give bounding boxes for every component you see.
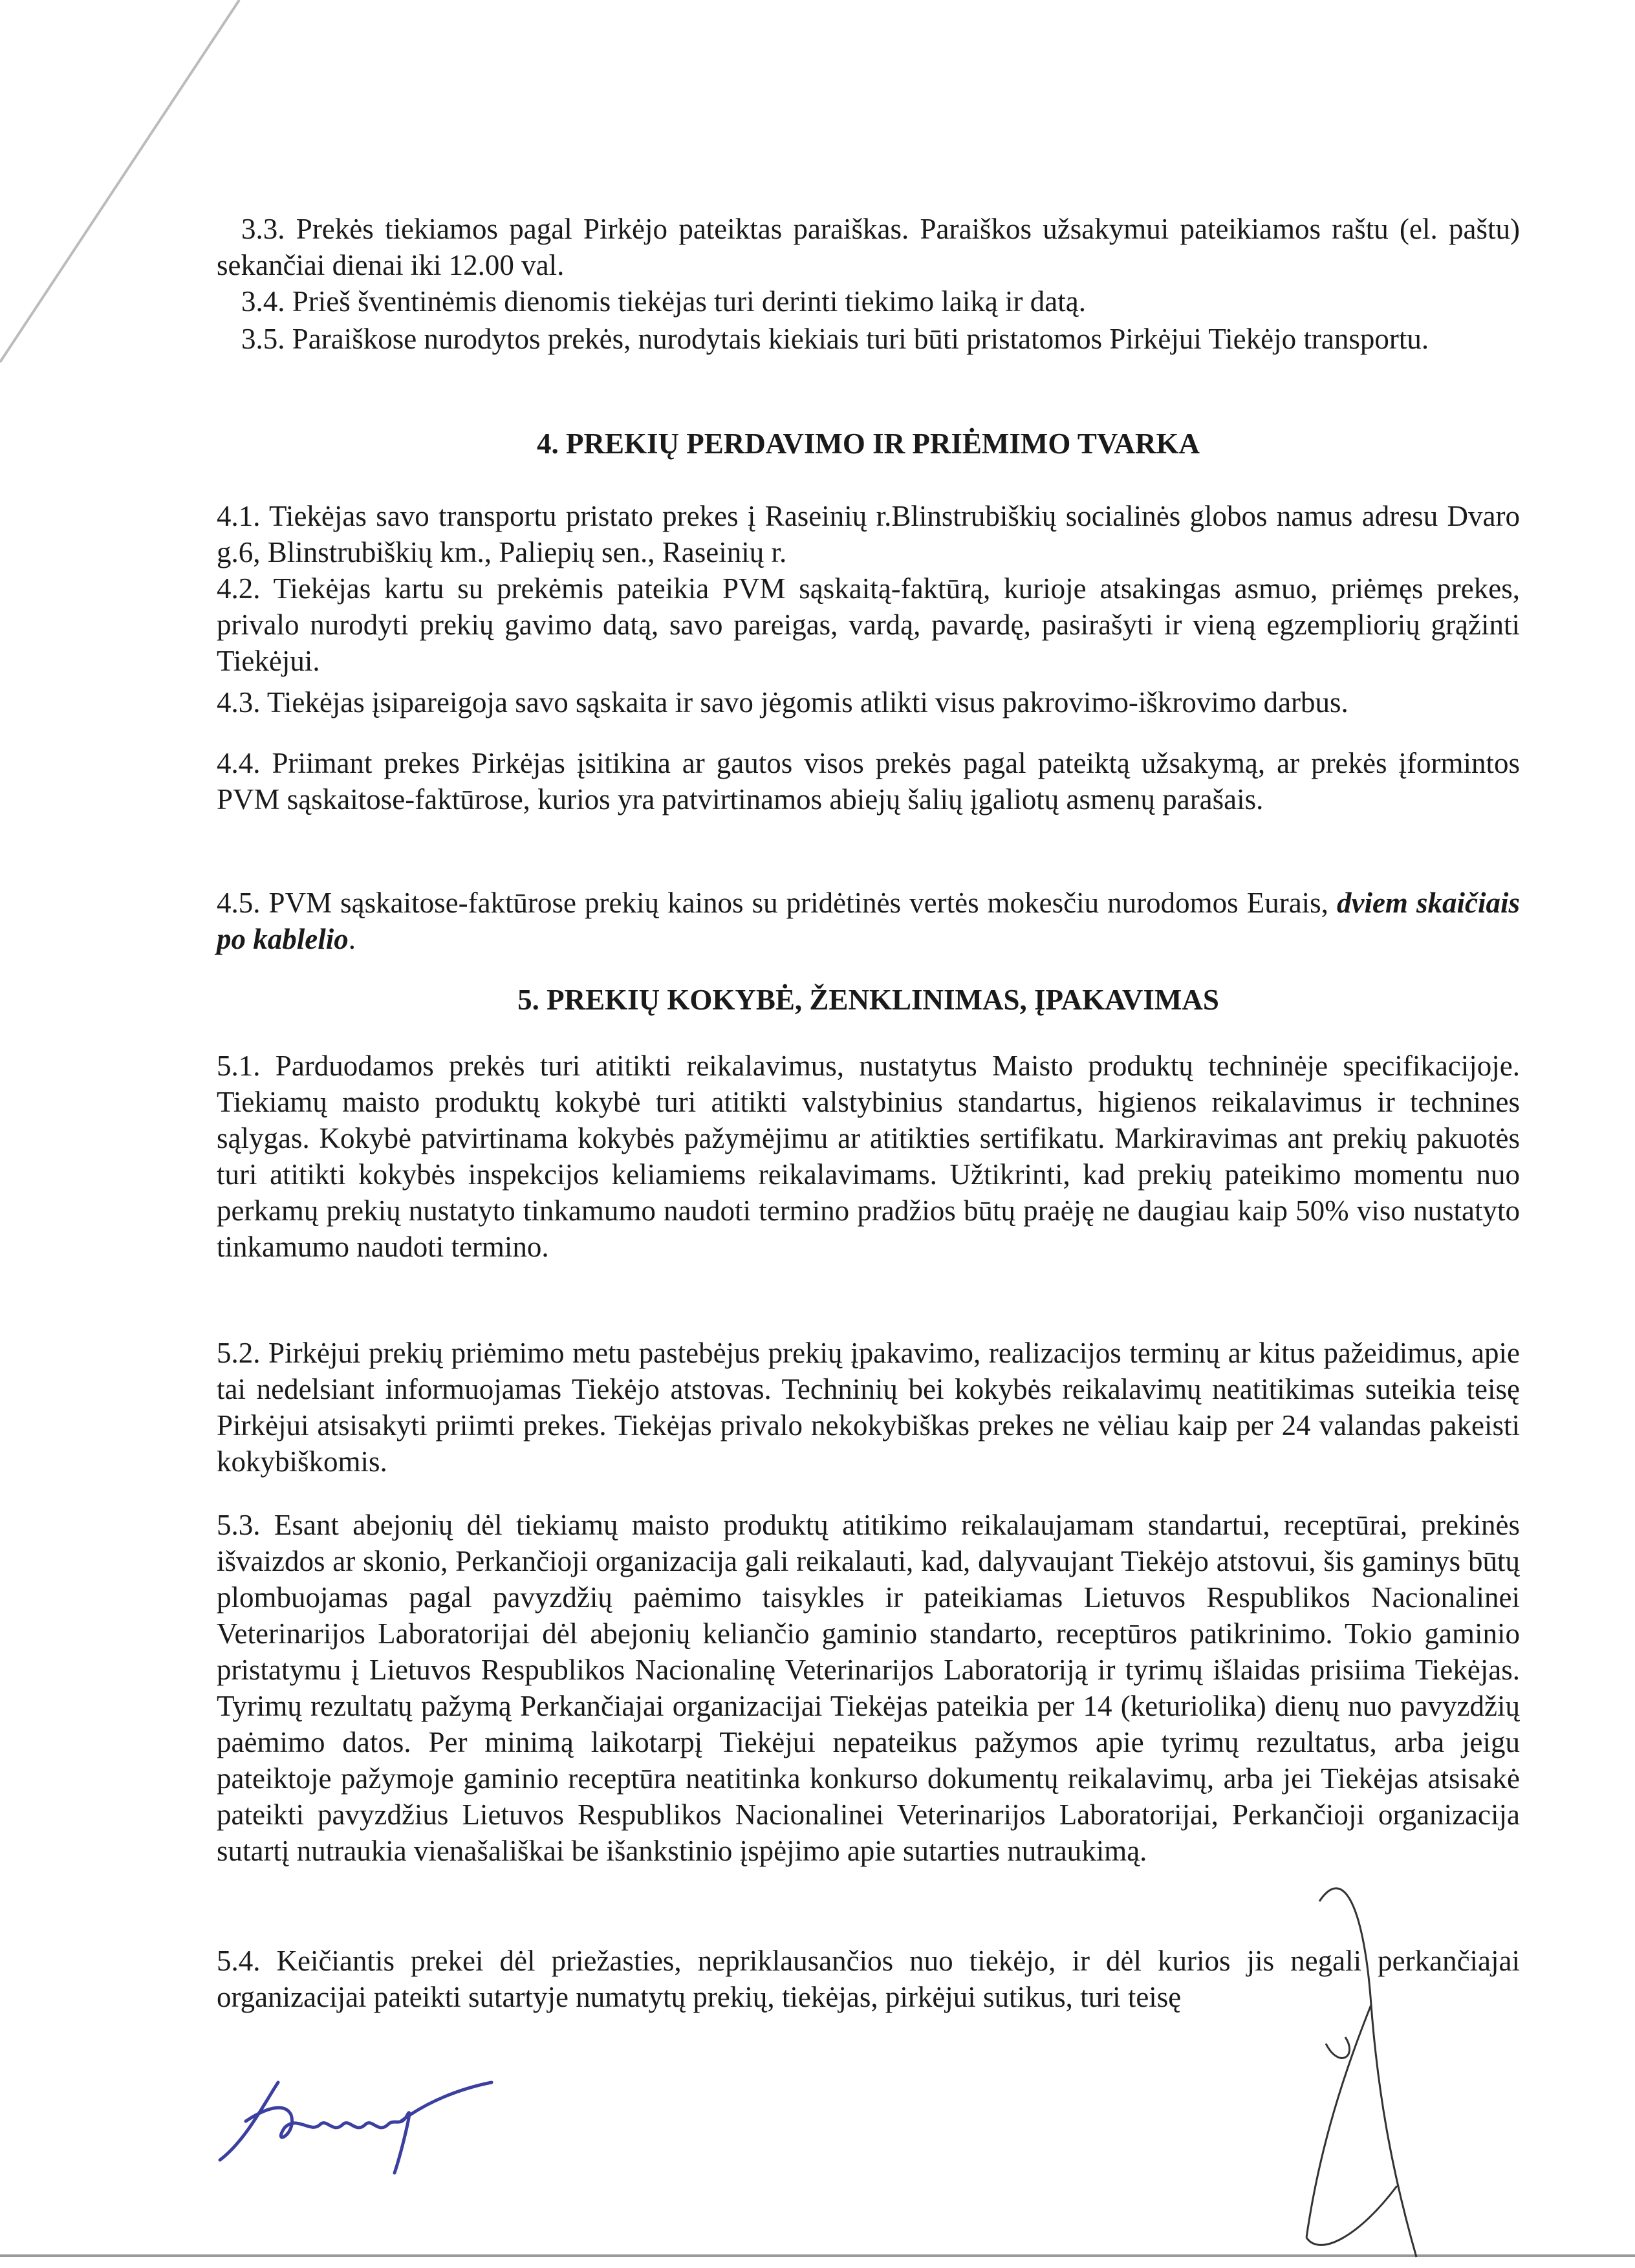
paragraph-3-3: 3.3. Prekės tiekiamos pagal Pirkėjo pateiktas paraiškas. Paraiškos užsakymui pateikiamos raštu (el. paštu) sekančiai dienai iki 12.00 val. (217, 213, 1520, 281)
paragraph-5-2: 5.2. Pirkėjui prekių priėmimo metu pastebėjus prekių įpakavimo, realizacijos terminų ar kitus pažeidimus, apie tai nedelsiant informuojamas Tiekėjo atstovas. Techninių bei kokybės reikalavimų neatitikimas suteikia teisę Pirkėjui atsisakyti priimti prekes. Tiekėjas privalo nekokybiškas prekes ne vėliau kaip per 24 valandas pakeisti kokybiškomis. (217, 1337, 1520, 1478)
paragraph-3-4: 3.4. Prieš šventinėmis dienomis tiekėjas turi derinti tiekimo laiką ir datą. (241, 285, 1086, 318)
paragraph-5-4: 5.4. Keičiantis prekei dėl priežasties, nepriklausančios nuo tiekėjo, ir dėl kurios jis negali perkančiajai organizacijai pateikti sutartyje numatytų prekių, tiekėjas, pirkėjui sutikus, turi teisę (217, 1945, 1520, 2013)
section-4-heading: 4. PREKIŲ PERDAVIMO IR PRIĖMIMO TVARKA (536, 427, 1200, 460)
section-5-heading: 5. PREKIŲ KOKYBĖ, ŽENKLINIMAS, ĮPAKAVIMAS (517, 984, 1219, 1016)
signature-left (207, 2063, 504, 2179)
paragraph-4-2: 4.2. Tiekėjas kartu su prekėmis pateikia PVM sąskaitą-faktūrą, kurioje atsakingas asmuo, priėmęs prekes, privalo nurodyti prekių gavimo datą, savo pareigas, vardą, pavardę, pasirašyti ir vieną egzempliorių grąžinti Tiekėjui. (217, 572, 1520, 677)
p4-5-end: . (348, 923, 356, 955)
paragraph-4-4: 4.4. Priimant prekes Pirkėjas įsitikina ar gautos visos prekės pagal pateiktą užsakymą, ar prekės įformintos PVM sąskaitose-faktūrose, kurios yra patvirtinamos abiejų šalių įgaliotų asmenų parašais. (217, 747, 1520, 815)
paragraph-3-5: 3.5. Paraiškose nurodytos prekės, nurodytais kiekiais turi būti pristatomos Pirkėjui Tiekėjo transportu. (241, 323, 1429, 355)
signature-right-loop (1281, 1875, 1436, 2263)
paragraph-4-5 (217, 885, 1520, 957)
paragraph-4-1: 4.1. Tiekėjas savo transportu pristato prekes į Raseinių r.Blinstrubiškių socialinės globos namus adresu Dvaro g.6, Blinstrubiškių km., Paliepių sen., Raseinių r. (217, 500, 1520, 568)
paragraph-5-1: 5.1. Parduodamos prekės turi atitikti reikalavimus, nustatytus Maisto produktų techninėje specifikacijoje. Tiekiamų maisto produktų kokybė turi atitikti valstybinius standartus, higienos reikalavimus ir technines sąlygas. Kokybė patvirtinama kokybės pažymėjimu ar atitikties sertifikatu. Markiravimas ant prekių pakuotės turi atitikti kokybės inspekcijos keliamiems reikalavimams. Užtikrinti, kad prekių pateikimo momentu nuo perkamų prekių nustatyto tinkamumo naudoti termino pradžios būtų praėję ne daugiau kaip 50% viso nustatyto tinkamumo naudoti termino. (217, 1050, 1520, 1263)
p4-5-text: 4.5. PVM sąskaitose-faktūrose prekių kainos su pridėtinės vertės mokesčiu nurodomos Eurais, (217, 887, 1337, 919)
paragraph-4-3: 4.3. Tiekėjas įsipareigoja savo sąskaita ir savo jėgomis atlikti visus pakrovimo-iškrovimo darbus. (217, 686, 1348, 718)
p4-5-emphasis: dviem skaičiais po kablelio (217, 887, 1520, 955)
paragraph-5-3: 5.3. Esant abejonių dėl tiekiamų maisto produktų atitikimo reikalaujamam standartui, receptūrai, prekinės išvaizdos ar skonio, Perkančioji organizacija gali reikalauti, kad, dalyvaujant Tiekėjo atstovui, šis gaminys būtų plombuojamas pagal pavyzdžių paėmimo taisykles ir pateikiamas Lietuvos Respublikos Nacionalinei Veterinarijos Laboratorijai dėl abejonių keliančio gaminio standarto, receptūros patikrinimo. Tokio gaminio pristatymu į Lietuvos Respublikos Nacionalinę Veterinarijos Laboratoriją ir tyrimų išlaidas prisiima Tiekėjas. Tyrimų rezultatų pažymą Perkančiajai organizacijai Tiekėjas pateikia per 14 (keturiolika) dienų nuo pavyzdžių paėmimo datos. Per minimą laikotarpį Tiekėjui nepateikus pažymos apie tyrimų rezultatus, arba jeigu pateiktoje pažymoje gaminio receptūra neatitinka konkurso dokumentų reikalavimų, arba jei Tiekėjas atsisakė pateikti pavyzdžius Lietuvos Respublikos Nacionalinei Veterinarijos Laboratorijai, Perkančioji organizacija sutartį nutraukia vienašališkai be išankstinio įspėjimo apie sutarties nutraukimą. (217, 1509, 1520, 1867)
